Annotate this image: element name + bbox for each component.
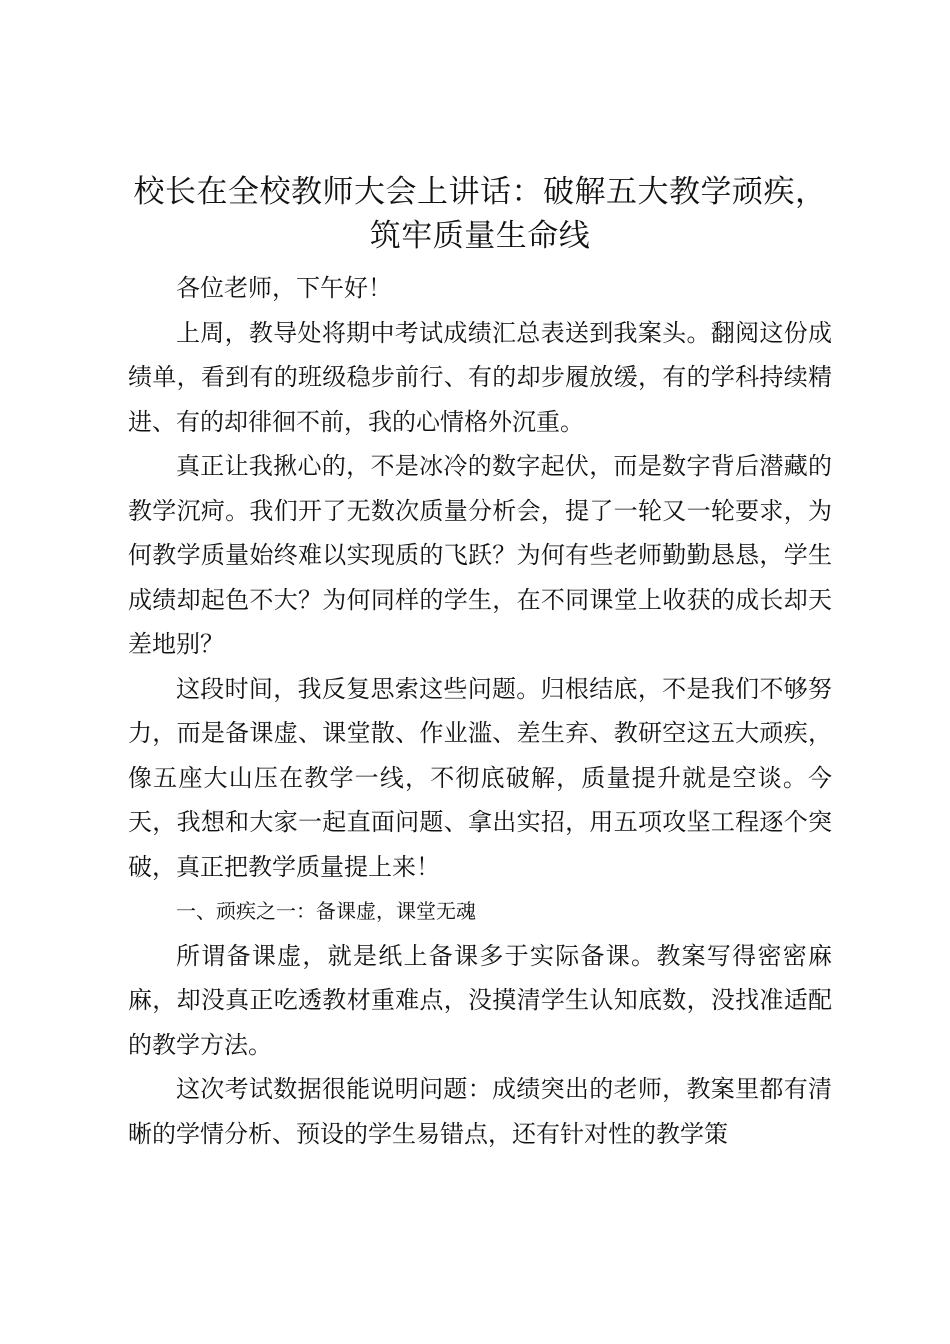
document-page [128, 170, 832, 1156]
body-paragraph: 上周，教导处将期中考试成绩汇总表送到我案头。翻阅这份成绩单，看到有的班级稳步前行、有的却步履放缓，有的学科持续精进、有的却徘徊不前，我的心情格外沉重。 [128, 318, 832, 436]
greeting-paragraph: 各位老师，下午好！ [176, 274, 392, 302]
body-paragraph: 这段时间，我反复思索这些问题。归根结底，不是我们不够努力，而是备课虚、课堂散、作业滥、差生弃、教研空这五大顽疾，像五座大山压在教学一线，不彻底破解，质量提升就是空谈。今天，我想和大家一起直面问题、拿出实招，用五项攻坚工程逐个突破，真正把教学质量提上来！ [128, 674, 832, 881]
document-title: 校长在全校教师大会上讲话：破解五大教学顽疾，筑牢质量生命线 [133, 174, 827, 254]
section-heading: 一、顽疾之一：备课虚，课堂无魂 [176, 899, 476, 923]
body-paragraph: 真正让我揪心的，不是冰冷的数字起伏，而是数字背后潜藏的教学沉疴。我们开了无数次质量分析会，提了一轮又一轮要求，为何教学质量始终难以实现质的飞跃？为何有些老师勤勤恳恳，学生成绩却起色不大？为何同样的学生，在不同课堂上收获的成长却天差地别？ [128, 452, 832, 658]
body-paragraph: 所谓备课虚，就是纸上备课多于实际备课。教案写得密密麻麻，却没真正吃透教材重难点，没摸清学生认知底数，没找准适配的教学方法。 [128, 941, 832, 1059]
body-paragraph: 这次考试数据很能说明问题：成绩突出的老师，教案里都有清晰的学情分析、预设的学生易错点，还有针对性的教学策 [128, 1075, 832, 1148]
